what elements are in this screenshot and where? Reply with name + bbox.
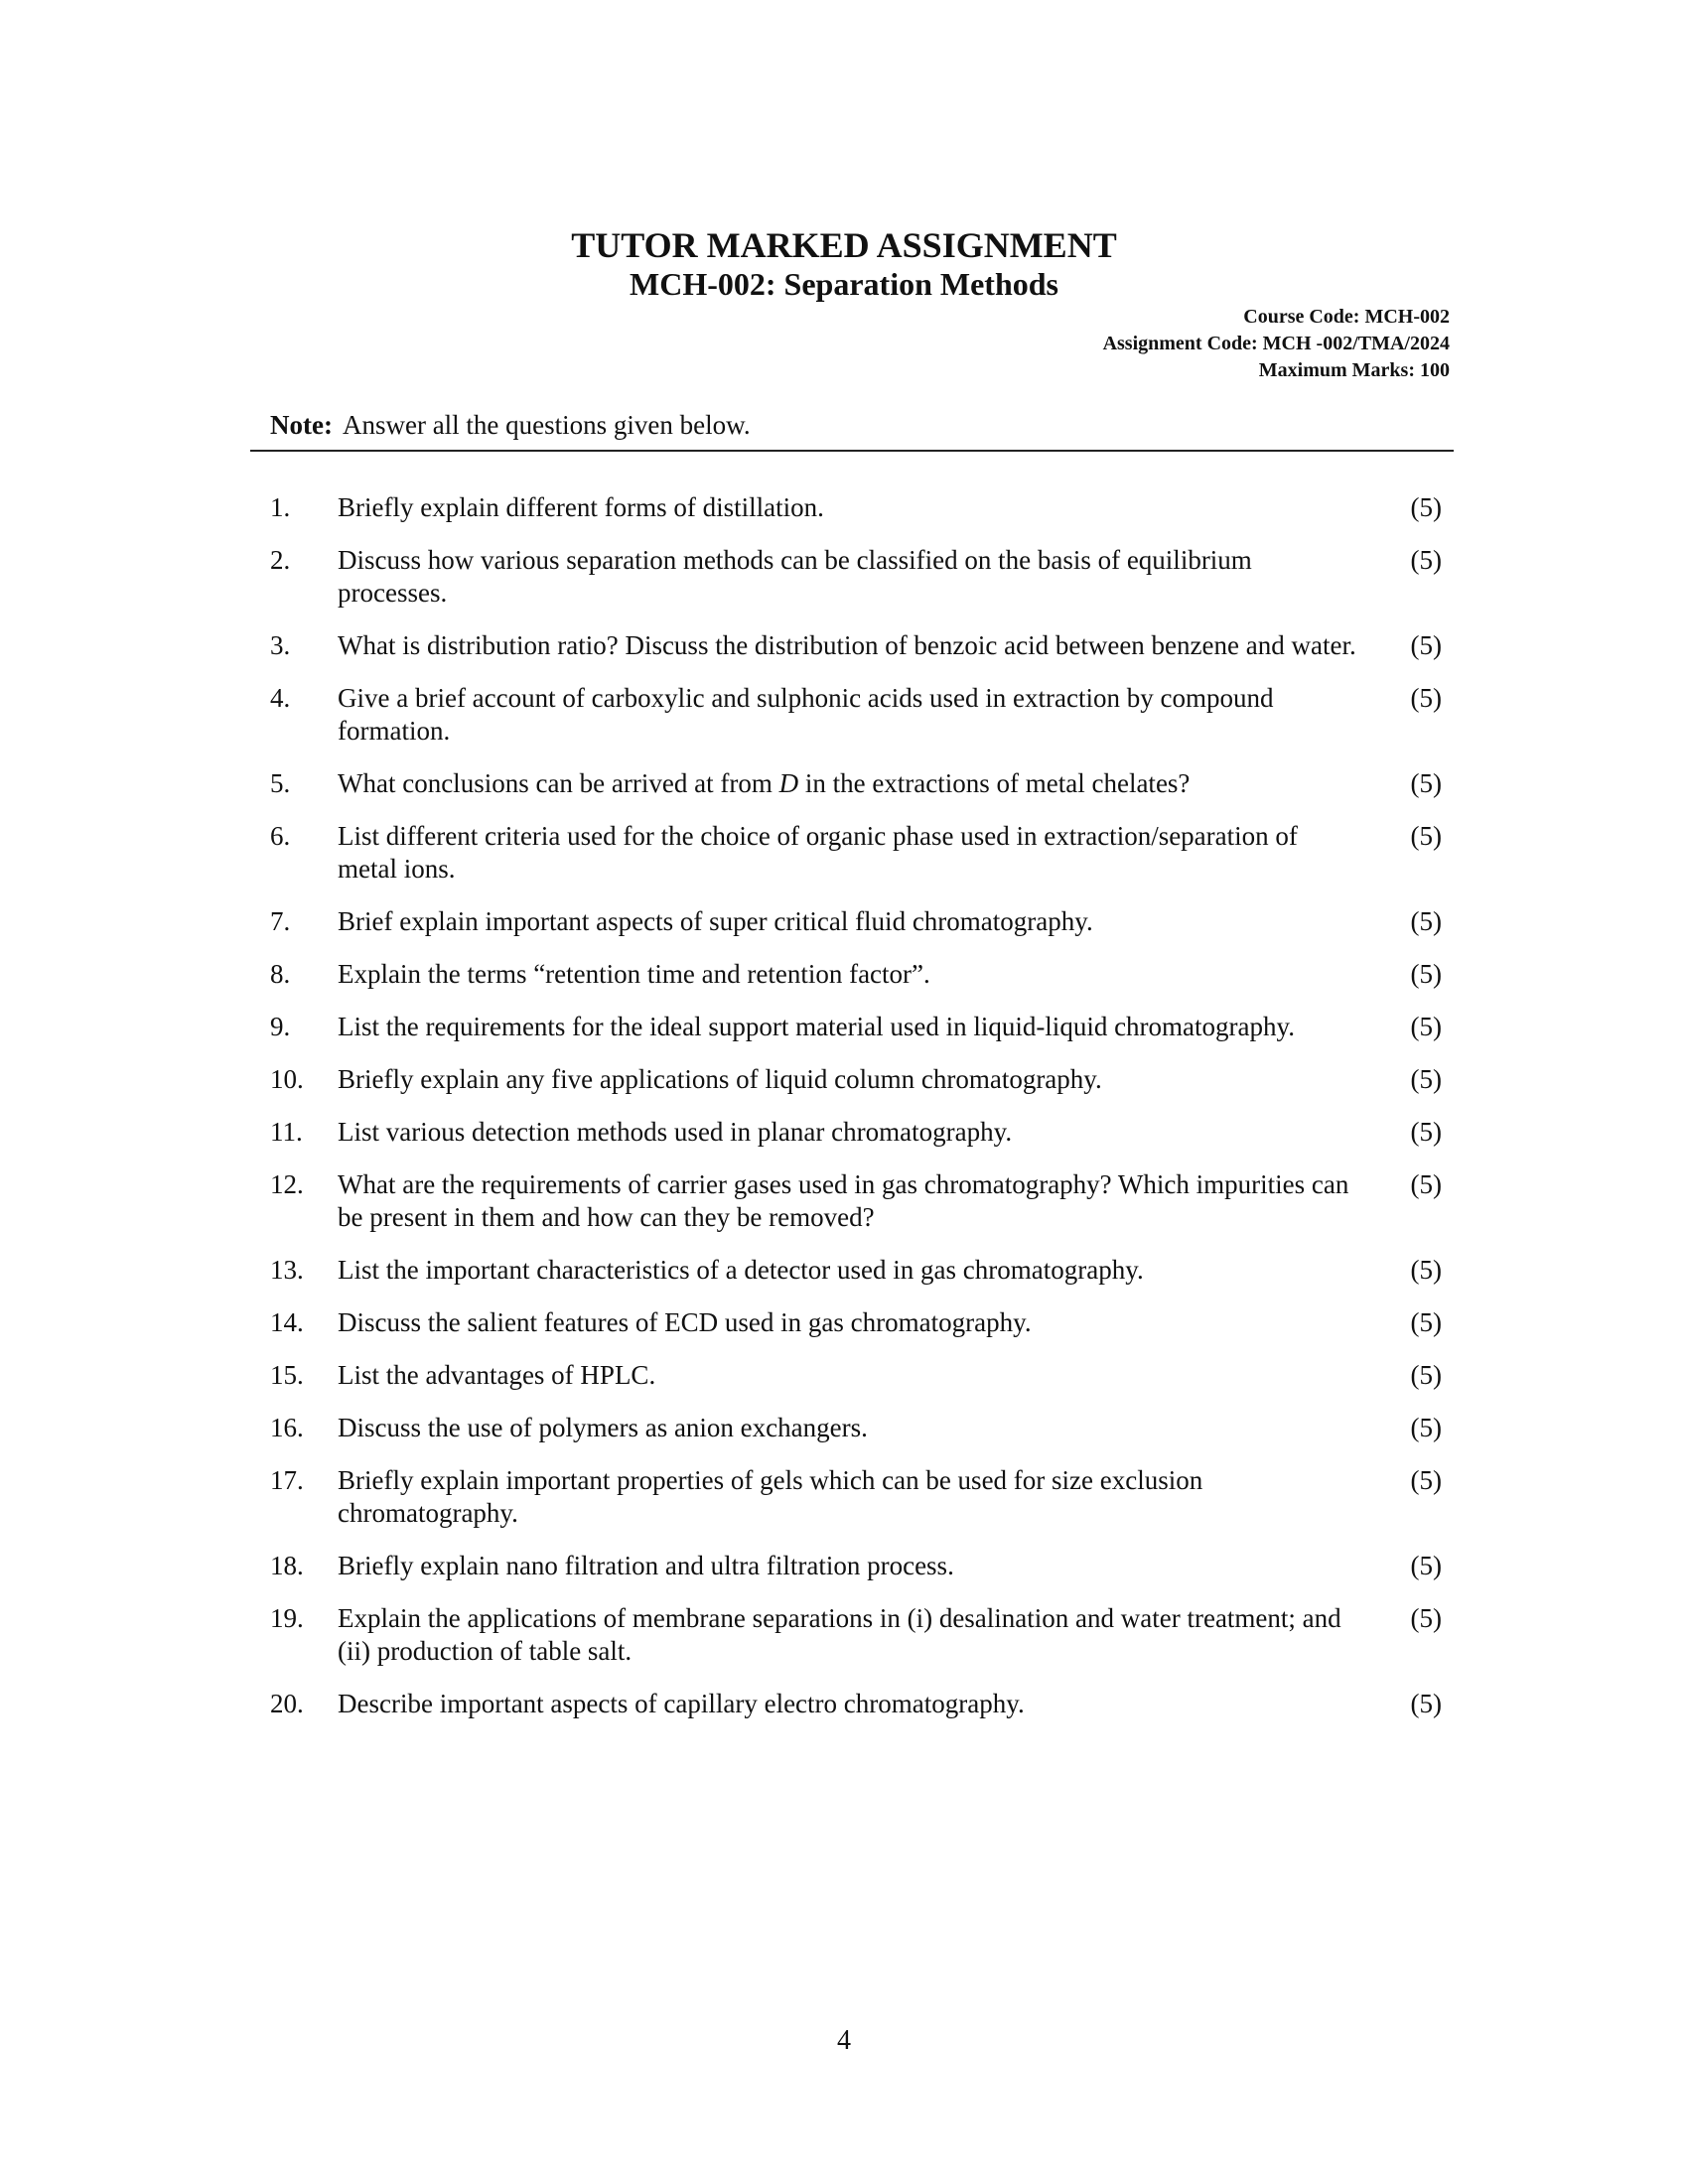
question-item [270, 544, 1442, 610]
question-marks: (5) [1410, 545, 1442, 575]
question-number: 11. [270, 1117, 303, 1147]
question-marks: (5) [1410, 1255, 1442, 1285]
course-code: Course Code: MCH-002 [1243, 306, 1450, 328]
course-subtitle: MCH-002: Separation Methods [630, 266, 1058, 302]
question-marks: (5) [1410, 768, 1442, 798]
assignment-meta [1103, 304, 1450, 384]
question-item [270, 1168, 1442, 1234]
question-item [270, 1306, 1442, 1339]
assignment-code: Assignment Code: MCH -002/TMA/2024 [1102, 333, 1450, 354]
maximum-marks: Maximum Marks: 100 [1258, 359, 1450, 381]
question-item [270, 1254, 1442, 1287]
question-text: Describe important aspects of capillary electro chromatography. [338, 1689, 1025, 1718]
question-number: 14. [270, 1307, 304, 1337]
question-item [270, 1688, 1442, 1720]
question-text: List the important characteristics of a detector used in gas chromatography. [338, 1255, 1144, 1285]
note-label: Note: [270, 410, 333, 440]
question-text: Give a brief account of carboxylic and sulphonic acids used in extraction by compound formation. [338, 683, 1274, 746]
question-number: 8. [270, 959, 291, 989]
question-item [270, 491, 1442, 524]
question-marks: (5) [1410, 1551, 1442, 1580]
question-number: 3. [270, 630, 291, 660]
question-text: Explain the terms “retention time and retention factor”. [338, 959, 930, 989]
question-text: Brief explain important aspects of super critical fluid chromatography. [338, 906, 1093, 936]
question-marks: (5) [1410, 1064, 1442, 1094]
question-item [270, 1412, 1442, 1444]
question-text: Discuss how various separation methods can be classified on the basis of equilibrium processes. [338, 545, 1252, 608]
question-item [270, 1116, 1442, 1149]
question-number: 2. [270, 545, 291, 575]
question-text: Briefly explain any five applications of liquid column chromatography. [338, 1064, 1102, 1094]
note [270, 410, 751, 441]
question-item [270, 1550, 1442, 1582]
question-marks: (5) [1410, 630, 1442, 660]
question-item [270, 1011, 1442, 1043]
question-item [270, 629, 1442, 662]
question-text: Briefly explain different forms of distillation. [338, 492, 824, 522]
question-text: List the requirements for the ideal support material used in liquid-liquid chromatography. [338, 1012, 1295, 1041]
question-item [270, 958, 1442, 991]
question-text: What is distribution ratio? Discuss the distribution of benzoic acid between benzene and water. [338, 630, 1356, 660]
divider [250, 450, 1454, 452]
question-number: 9. [270, 1012, 291, 1041]
question-text: What are the requirements of carrier gases used in gas chromatography? Which impurities can be present in them and how can they be removed? [338, 1169, 1349, 1232]
question-list [270, 491, 1442, 1740]
question-text: List various detection methods used in planar chromatography. [338, 1117, 1013, 1147]
question-text: List different criteria used for the choice of organic phase used in extraction/separation of metal ions. [338, 821, 1298, 884]
question-marks: (5) [1410, 1413, 1442, 1442]
question-marks: (5) [1410, 492, 1442, 522]
question-item [270, 820, 1442, 886]
question-number: 7. [270, 906, 291, 936]
question-marks: (5) [1410, 1689, 1442, 1718]
question-number: 19. [270, 1603, 304, 1633]
question-item [270, 1063, 1442, 1096]
question-number: 1. [270, 492, 291, 522]
question-item [270, 1359, 1442, 1392]
question-marks: (5) [1410, 1307, 1442, 1337]
question-marks: (5) [1410, 1012, 1442, 1041]
question-text: Briefly explain nano filtration and ultra filtration process. [338, 1551, 954, 1580]
question-marks: (5) [1410, 1169, 1442, 1199]
question-item [270, 767, 1442, 800]
question-marks: (5) [1410, 683, 1442, 713]
question-text: Discuss the salient features of ECD used in gas chromatography. [338, 1307, 1032, 1337]
question-text: Explain the applications of membrane separations in (i) desalination and water treatment; and (ii) production of table salt. [338, 1603, 1341, 1666]
question-marks: (5) [1410, 1465, 1442, 1495]
question-marks: (5) [1410, 959, 1442, 989]
question-number: 13. [270, 1255, 304, 1285]
question-text: List the advantages of HPLC. [338, 1360, 656, 1390]
question-item [270, 905, 1442, 938]
question-marks: (5) [1410, 1360, 1442, 1390]
question-number: 12. [270, 1169, 304, 1199]
question-marks: (5) [1410, 1603, 1442, 1633]
question-number: 18. [270, 1551, 304, 1580]
question-number: 15. [270, 1360, 304, 1390]
question-marks: (5) [1410, 906, 1442, 936]
question-number: 20. [270, 1689, 304, 1718]
note-text: Answer all the questions given below. [342, 410, 751, 440]
question-number: 4. [270, 683, 291, 713]
question-marks: (5) [1410, 821, 1442, 851]
question-number: 5. [270, 768, 291, 798]
document-title: TUTOR MARKED ASSIGNMENT [571, 225, 1117, 265]
question-number: 10. [270, 1064, 304, 1094]
question-item [270, 1464, 1442, 1530]
question-number: 16. [270, 1413, 304, 1442]
question-text: What conclusions can be arrived at from D in the extractions of metal chelates? [338, 768, 1191, 798]
question-number: 17. [270, 1465, 304, 1495]
question-text: Discuss the use of polymers as anion exchangers. [338, 1413, 868, 1442]
question-marks: (5) [1410, 1117, 1442, 1147]
page-number: 4 [837, 2025, 851, 2056]
question-number: 6. [270, 821, 291, 851]
question-item [270, 1602, 1442, 1668]
question-item [270, 682, 1442, 748]
question-text: Briefly explain important properties of gels which can be used for size exclusion chromatography. [338, 1465, 1203, 1528]
